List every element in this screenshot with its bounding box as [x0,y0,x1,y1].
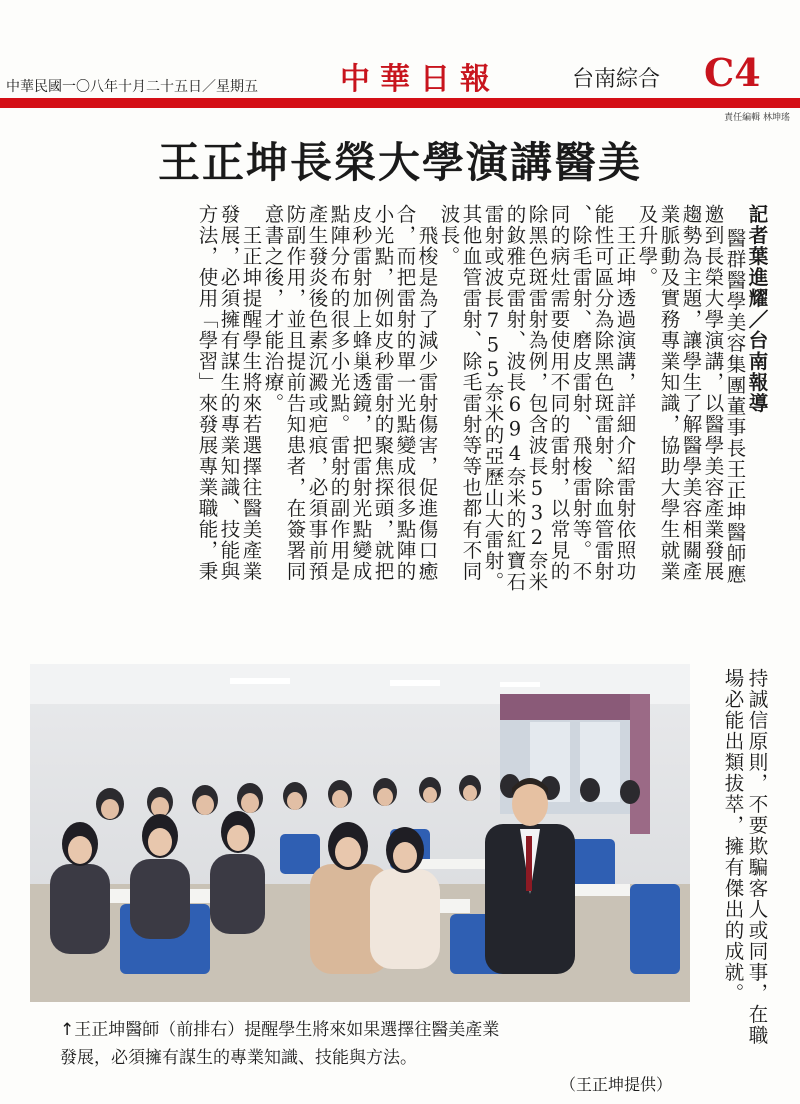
body-column: 持誠信原則，不要欺騙客人或同事，在職 [745,668,769,1046]
body-column: 小光點，例如皮秒雷射的聚焦探頭，就把 [371,204,395,582]
body-column: 方法，使用「學習」來發展專業職能，秉 [195,204,219,582]
body-column: 及升學。 [635,204,659,288]
photo-caption-line: 發展，必須擁有謀生的專業知識、技能與方法。 [60,1048,417,1068]
body-column: 皮秒雷射加上蜂巢透鏡，把雷射光點變成 [349,204,373,582]
body-column: 其他血管雷射、除毛雷射等等也都有不同 [459,204,483,582]
issue-date: 中華民國一〇八年十月二十五日／星期五 [6,79,258,95]
classroom-photo [30,664,690,1002]
photo-caption-line: ↑王正坤醫師（前排右）提醒學生將來如果選擇往醫美產業 [60,1020,500,1040]
body-column: 合，而把雷射的單一光點變成很多點陣的 [393,204,417,582]
body-column: 飛梭是為了減少雷射傷害，促進傷口癒 [415,204,439,582]
body-column: 的釹雅克雷射、波長694奈米的紅寶石 [503,204,527,593]
body-column: 雷射或波長755奈米的亞歷山大雷射。 [481,204,505,593]
body-column: 能性可區分為除黑色斑雷射、除血管雷射 [591,204,615,582]
photo-credit: （王正坤提供） [559,1075,672,1094]
body-column: 醫群醫學美容集團董事長王正坤醫師應 [723,228,747,585]
body-column: 除黑色斑雷射為例，包含波長532奈米 [525,204,549,593]
article-byline: 記者葉進耀／台南報導 [745,204,769,414]
article-headline: 王正坤長榮大學演講醫美 [157,138,642,187]
body-column: 趨勢為主題，讓學生了解醫學美容相關產 [679,204,703,582]
classroom-photo-image [30,664,690,1002]
masthead-divider [0,98,800,108]
body-column: 王正坤透過演講，詳細介紹雷射依照功 [613,204,637,582]
editor-credit: 責任編輯 林坤瑤 [724,113,790,123]
body-column: 邀到長榮大學演講，以醫學美容產業發展 [701,204,725,582]
newspaper-name: 中華日報 [340,62,500,97]
section-name: 台南綜合 [572,67,661,92]
body-column: 業脈動及實務專業知識，協助大學生就業 [657,204,681,582]
body-column: 王正坤提醒學生將來若選擇往醫美產業 [239,204,263,582]
body-column: 同的病灶需要使用不同的雷射，以常見的 [547,204,571,582]
body-column: 意書之後，才能治療。 [261,204,285,414]
page-code: C4 [704,50,761,95]
body-column: 防副作用，並且提前告知患者，在簽署同 [283,204,307,582]
body-column: 發展，必須擁有謀生的專業知識、技能與 [217,204,241,582]
body-column: 點陣分布的很多小光點。雷射的副作用是 [327,204,351,582]
body-column: 、除毛雷射、磨皮雷射、飛梭雷射等。不 [569,204,593,582]
photo-caption [60,1016,700,1072]
body-column: 波長。 [437,204,461,267]
body-column: 場必能出類拔萃，擁有傑出的成就。 [721,668,745,1004]
body-column: 產生發炎後色素沉澱或疤痕，必須事前預 [305,204,329,582]
